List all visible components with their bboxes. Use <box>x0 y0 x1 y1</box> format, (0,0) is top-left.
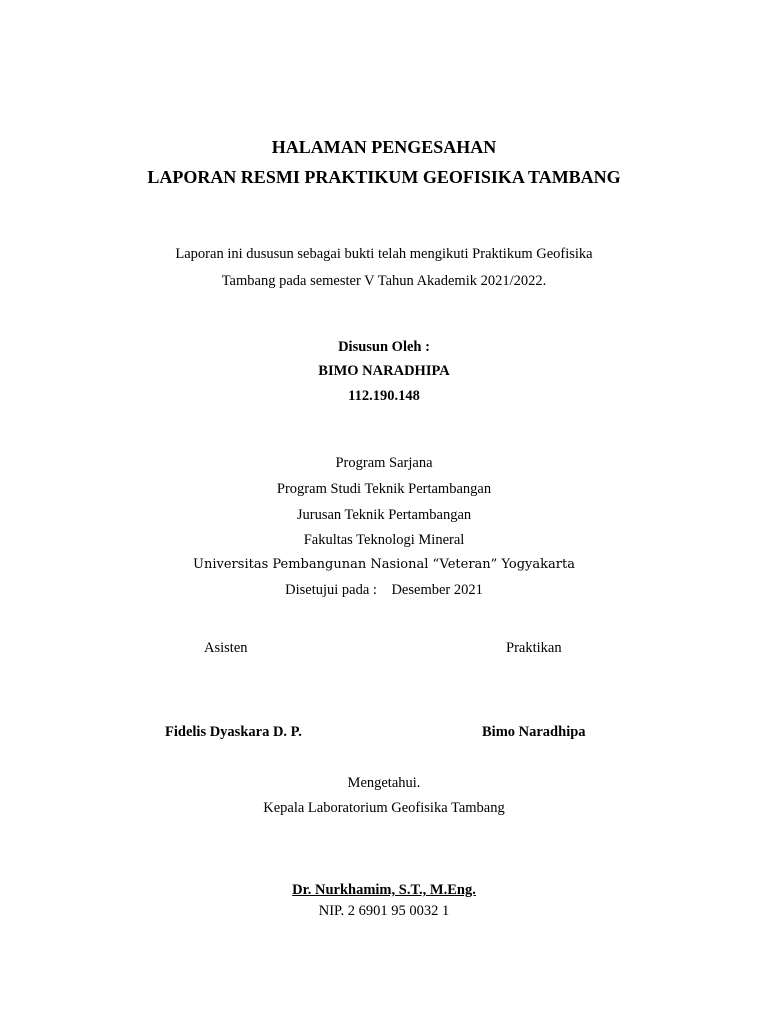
lab-head-name-line <box>0 882 768 899</box>
author-label: Disusun Oleh : <box>338 339 430 355</box>
approval-date: Desember 2021 <box>391 582 483 598</box>
author-nim: 112.190.148 <box>348 388 420 404</box>
study-program-label: Program Studi Teknik Pertambangan <box>276 481 492 497</box>
lab-head-name: Dr. Nurkhamim, S.T., M.Eng. <box>292 882 476 898</box>
approval-label: Disetujui pada : <box>285 582 377 598</box>
intro-line-1: Laporan ini dususun sebagai bukti telah mengikuti Praktikum Geofisika <box>175 246 593 262</box>
lab-head-nip: NIP. 2 6901 95 0032 1 <box>318 903 450 919</box>
intro-line-2: Tambang pada semester V Tahun Akademik 2021/2022. <box>221 273 547 289</box>
department-label: Jurusan Teknik Pertambangan <box>296 507 472 523</box>
practitioner-name: Bimo Naradhipa <box>482 724 586 740</box>
author-name: BIMO NARADHIPA <box>318 363 450 379</box>
assistant-name: Fidelis Dyaskara D. P. <box>165 724 302 740</box>
approval-line <box>0 582 768 599</box>
assistant-role: Asisten <box>204 640 248 656</box>
practitioner-role: Praktikan <box>506 640 562 656</box>
program-label: Program Sarjana <box>335 455 433 471</box>
faculty-label: Fakultas Teknologi Mineral <box>303 532 465 548</box>
lab-head-position: Kepala Laboratorium Geofisika Tambang <box>263 800 505 816</box>
page-title: HALAMAN PENGESAHAN <box>271 137 497 157</box>
report-title: LAPORAN RESMI PRAKTIKUM GEOFISIKA TAMBANG <box>147 167 621 187</box>
acknowledgement-label: Mengetahui. <box>347 775 421 791</box>
university-label: Universitas Pembangunan Nasional “Veteran” Yogyakarta <box>193 557 575 572</box>
